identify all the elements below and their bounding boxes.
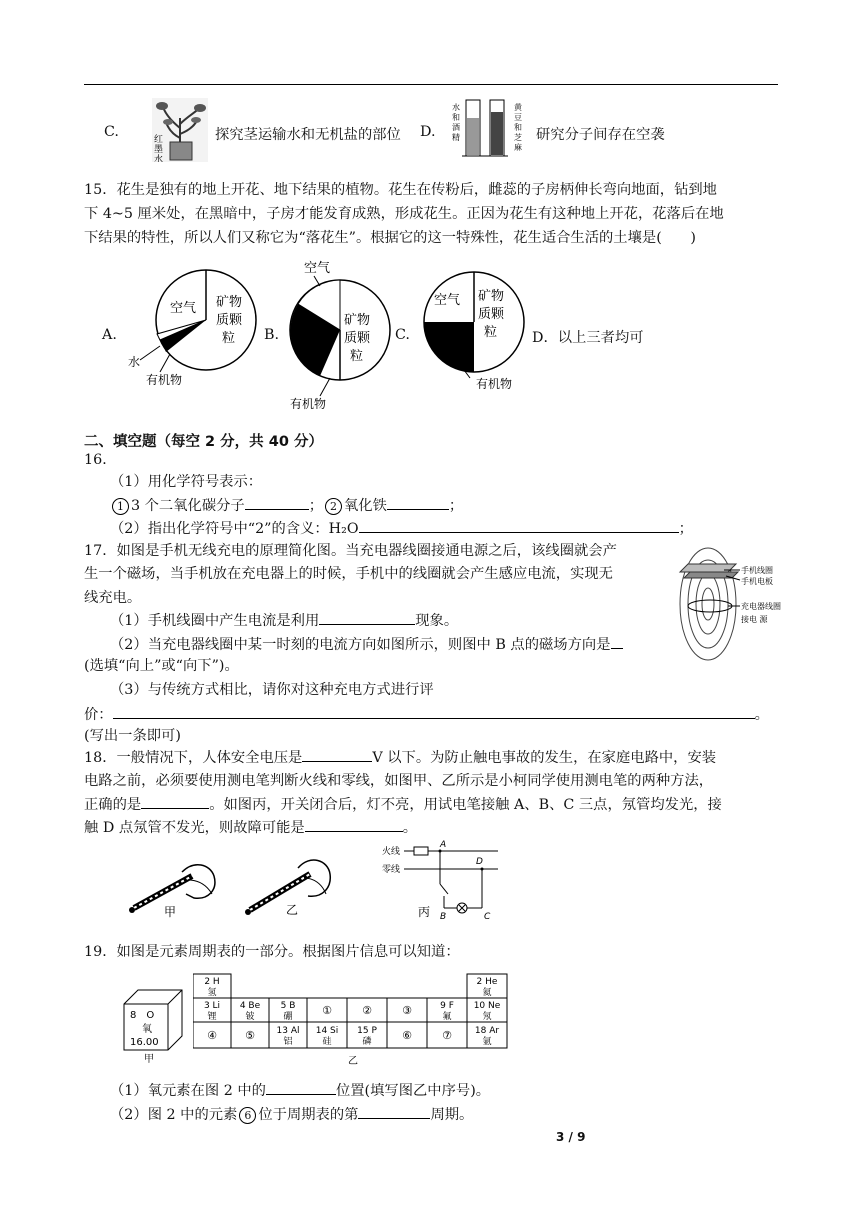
svg-text:有机物: 有机物 bbox=[146, 373, 183, 387]
svg-text:③: ③ bbox=[402, 1004, 412, 1017]
q19-part-2: （2）图 2 中的元素 6 位于周期表的第 周期。 bbox=[110, 1104, 473, 1125]
q15-option-c[interactable]: C. bbox=[395, 327, 410, 343]
q18-blank-3[interactable] bbox=[305, 817, 403, 832]
svg-text:矿物: 矿物 bbox=[216, 295, 243, 310]
svg-text:手机线圈: 手机线圈 bbox=[741, 566, 773, 575]
q18-line-1: 18．一般情况下，人体安全电压是 V 以下。为防止触电事故的发生，在家庭电路中，安装 bbox=[84, 747, 716, 768]
q19-line-1: 19．如图是元素周期表的一部分。根据图片信息可以知道： bbox=[84, 944, 460, 960]
svg-text:16.00: 16.00 bbox=[130, 1037, 159, 1048]
q17-part-3-note: (写出一条即可) bbox=[84, 728, 181, 744]
q14-option-d-text: 研究分子间存在空袭 bbox=[536, 127, 665, 143]
svg-text:空气: 空气 bbox=[434, 293, 461, 308]
header-rule bbox=[84, 84, 778, 85]
svg-text:3 Li: 3 Li bbox=[203, 1001, 221, 1011]
q17-part-3: （3）与传统方式相比，请你对这种充电方式进行评 bbox=[110, 682, 434, 698]
svg-text:精: 精 bbox=[452, 133, 460, 142]
svg-text:有机物: 有机物 bbox=[290, 397, 327, 411]
svg-text:黄: 黄 bbox=[514, 103, 522, 112]
q18-blank-2[interactable] bbox=[141, 794, 209, 809]
periodic-table-figure bbox=[193, 972, 515, 1076]
q17-line-2: 生一个磁场，当手机放在充电器上的时候，手机中的线圈就会产生感应电流，实现无 bbox=[84, 566, 613, 582]
q16-part-1: （1）用化学符号表示： bbox=[110, 474, 263, 490]
svg-text:酒: 酒 bbox=[452, 123, 460, 132]
svg-text:麻: 麻 bbox=[514, 143, 522, 152]
svg-text:磷: 磷 bbox=[362, 1037, 372, 1047]
q15-line-1: 15．花生是独有的地上开花、地下结果的植物。花生在传粉后，雌蕊的子房柄伸长弯向地面，钻到地 bbox=[84, 182, 717, 198]
svg-text:8 O: 8 O bbox=[130, 1010, 155, 1021]
q17-part-3-answer: 价： 。 bbox=[84, 704, 769, 725]
svg-text:5 B: 5 B bbox=[280, 1001, 296, 1011]
pie-a-air: 空气 bbox=[170, 301, 197, 316]
svg-text:15 P: 15 P bbox=[357, 1026, 377, 1036]
svg-text:粒: 粒 bbox=[222, 331, 236, 346]
svg-text:氢: 氢 bbox=[207, 988, 217, 998]
svg-text:氟: 氟 bbox=[442, 1012, 452, 1022]
svg-text:14 Si: 14 Si bbox=[315, 1026, 339, 1036]
q17-line-1: 17．如图是手机无线充电的原理简化图。当充电器线圈接通电源之后，该线圈就会产 bbox=[84, 543, 617, 559]
oxygen-cube-figure bbox=[118, 988, 188, 1064]
q15-option-a[interactable]: A. bbox=[102, 327, 117, 343]
svg-text:硅: 硅 bbox=[322, 1037, 332, 1047]
svg-text:B: B bbox=[440, 912, 447, 920]
q16-blank-3[interactable] bbox=[359, 518, 679, 533]
svg-text:甲: 甲 bbox=[144, 1054, 154, 1064]
svg-text:4 Be: 4 Be bbox=[239, 1001, 261, 1011]
svg-text:C: C bbox=[484, 912, 491, 920]
q19-blank-1[interactable] bbox=[266, 1080, 336, 1095]
svg-text:铍: 铍 bbox=[245, 1012, 255, 1022]
q16-part-2: （2）指出化学符号中“2”的含义：H₂O ； bbox=[110, 518, 693, 539]
svg-text:水: 水 bbox=[128, 355, 141, 369]
svg-text:质颗: 质颗 bbox=[344, 331, 371, 346]
q15-option-b[interactable]: B. bbox=[264, 327, 280, 343]
circuit-figure-bing bbox=[382, 836, 502, 920]
q17-line-3: 线充电。 bbox=[84, 590, 142, 606]
svg-text:氩: 氩 bbox=[482, 1037, 492, 1047]
q15-line-2: 下 4~5 厘米处，在黑暗中，子房才能发育成熟，形成花生。正因为花生有这种地上开花，花落后在地 bbox=[84, 206, 724, 222]
q16-blank-2[interactable] bbox=[387, 495, 449, 510]
svg-text:13 Al: 13 Al bbox=[276, 1026, 300, 1036]
section-2-title: 二、填空题（每空 2 分，共 40 分） bbox=[84, 434, 323, 450]
svg-text:A: A bbox=[440, 840, 447, 850]
svg-text:墨: 墨 bbox=[154, 145, 164, 155]
svg-text:氖: 氖 bbox=[482, 1012, 492, 1022]
svg-text:丙: 丙 bbox=[418, 905, 431, 919]
q17-blank-1[interactable] bbox=[319, 610, 415, 625]
svg-text:⑥: ⑥ bbox=[402, 1029, 412, 1042]
svg-text:18 Ar: 18 Ar bbox=[474, 1026, 500, 1036]
q14-option-c-label: C. bbox=[104, 124, 119, 140]
svg-text:火线: 火线 bbox=[382, 847, 401, 857]
q17-part-1: （1）手机线圈中产生电流是利用 现象。 bbox=[110, 610, 458, 631]
q16-blank-1[interactable] bbox=[245, 495, 309, 510]
q17-blank-2[interactable] bbox=[611, 634, 623, 649]
q17-blank-3[interactable] bbox=[113, 704, 755, 719]
svg-text:水: 水 bbox=[154, 155, 164, 162]
svg-text:芝: 芝 bbox=[514, 133, 522, 142]
svg-text:①: ① bbox=[322, 1004, 332, 1017]
svg-text:水: 水 bbox=[452, 103, 460, 112]
red-ink-label: 红 bbox=[154, 135, 164, 145]
svg-text:质颗: 质颗 bbox=[216, 313, 243, 328]
svg-text:乙: 乙 bbox=[286, 903, 299, 917]
svg-text:②: ② bbox=[362, 1004, 372, 1017]
svg-text:铝: 铝 bbox=[283, 1037, 293, 1047]
test-pen-figure-jia bbox=[128, 850, 228, 920]
cylinder-mixture-image bbox=[448, 96, 530, 162]
q15-line-3: 下结果的特性，所以人们又称它为“落花生”。根据它的这一特殊性，花生适合生活的土壤是( ) bbox=[84, 230, 696, 246]
svg-text:充电器线圈: 充电器线圈 bbox=[741, 602, 781, 611]
plant-red-ink-image bbox=[152, 98, 208, 162]
svg-text:10 Ne: 10 Ne bbox=[473, 1001, 501, 1011]
svg-text:质颗: 质颗 bbox=[478, 307, 505, 322]
svg-text:⑤: ⑤ bbox=[245, 1029, 255, 1042]
svg-text:接电 源: 接电 源 bbox=[741, 615, 768, 624]
pie-chart-c bbox=[418, 270, 538, 394]
svg-text:豆: 豆 bbox=[514, 113, 522, 122]
svg-text:硼: 硼 bbox=[283, 1012, 293, 1022]
pie-chart-b bbox=[284, 258, 404, 412]
svg-text:矿物: 矿物 bbox=[344, 313, 371, 328]
test-pen-figure-yi bbox=[240, 848, 340, 920]
q14-option-d-label: D. bbox=[420, 124, 436, 140]
svg-text:氦: 氦 bbox=[482, 988, 492, 998]
svg-text:有机物: 有机物 bbox=[476, 377, 513, 391]
svg-text:2 He: 2 He bbox=[476, 977, 498, 987]
svg-text:氧: 氧 bbox=[142, 1024, 152, 1035]
pie-chart-a bbox=[124, 268, 264, 390]
svg-text:手机电板: 手机电板 bbox=[741, 577, 773, 586]
q15-option-d[interactable]: D．以上三者均可 bbox=[532, 330, 644, 346]
q18-line-3: 正确的是 。如图丙，开关闭合后，灯不亮，用试电笔接触 A、B、C 三点，氖管均发光，接 bbox=[84, 794, 722, 815]
svg-text:和: 和 bbox=[514, 123, 522, 132]
q17-part-2: （2）当充电器线圈中某一时刻的电流方向如图所示，则图中 B 点的磁场方向是 bbox=[110, 634, 623, 655]
svg-text:零线: 零线 bbox=[382, 865, 401, 875]
q17-part-2-note: (选填“向上”或“向下”)。 bbox=[84, 658, 239, 674]
q16-part-1-items: 1 3 个二氧化碳分子 ； 2 氧化铁 ； bbox=[110, 495, 463, 516]
svg-text:空气: 空气 bbox=[304, 261, 331, 276]
svg-text:粒: 粒 bbox=[484, 325, 498, 340]
svg-text:9 F: 9 F bbox=[440, 1001, 454, 1011]
wireless-charging-figure bbox=[676, 544, 792, 666]
q19-blank-2[interactable] bbox=[358, 1104, 430, 1119]
page-number: 3 / 9 bbox=[556, 1130, 586, 1144]
svg-text:2 H: 2 H bbox=[204, 977, 220, 987]
q19-part-1: （1）氧元素在图 2 中的 位置(填写图乙中序号)。 bbox=[110, 1080, 490, 1101]
svg-text:甲: 甲 bbox=[164, 905, 177, 919]
svg-text:粒: 粒 bbox=[350, 349, 364, 364]
svg-text:乙: 乙 bbox=[348, 1056, 358, 1067]
q18-line-2: 电路之前，必须要使用测电笔判断火线和零线，如图甲、乙所示是小柯同学使用测电笔的两种方法， bbox=[84, 773, 714, 789]
svg-text:⑦: ⑦ bbox=[442, 1029, 452, 1042]
svg-text:矿物: 矿物 bbox=[478, 289, 505, 304]
svg-text:④: ④ bbox=[207, 1029, 217, 1042]
q14-option-c-text: 探究茎运输水和无机盐的部位 bbox=[215, 127, 401, 143]
q16-number: 16． bbox=[84, 452, 117, 468]
svg-text:锂: 锂 bbox=[207, 1012, 217, 1022]
q18-line-4: 触 D 点氖管不发光，则故障可能是 。 bbox=[84, 817, 417, 838]
q18-blank-1[interactable] bbox=[302, 747, 372, 762]
svg-text:D: D bbox=[476, 857, 483, 867]
svg-text:和: 和 bbox=[452, 113, 460, 122]
